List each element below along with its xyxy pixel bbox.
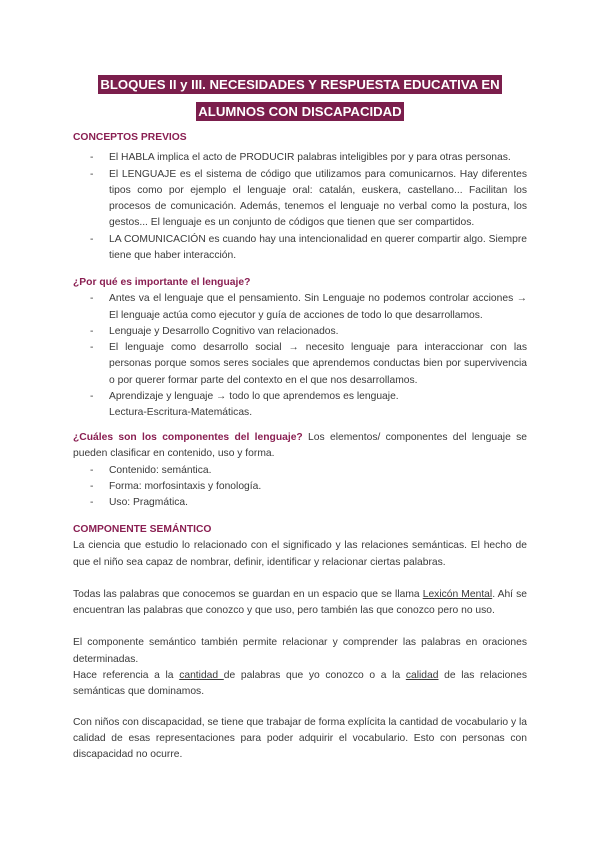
list-item: - Lenguaje y Desarrollo Cognitivo van relacionados. (73, 324, 527, 340)
intro-text: Los elementos/ componentes del lenguaje se pueden clasificar en contenido, uso y forma. (73, 432, 528, 460)
list-item: - El lenguaje como desarrollo social → necesito lenguaje para interaccionar con las personas porque somos seres sociales que aprendemos conductas bien por supervivencia o por querer formar parte del contexto en el que nos desarrollamos. (73, 340, 527, 389)
section-heading: ¿Cuáles son los componentes del lenguaje? (73, 432, 303, 443)
list-item: - El HABLA implica el acto de PRODUCIR palabras inteligibles por y para otras personas. (73, 150, 527, 166)
paragraph: Con niños con discapacidad, se tiene que trabajar de forma explícita la cantidad de vocabulario y la calidad de esas representaciones para poder adquirir el vocabulario. Esto con personas con discapacidad no ocurre. (73, 716, 527, 761)
paragraph: Hace referencia a la cantidad de palabras que yo conozco o a la calidad de las relaciones semánticas que dominamos. (73, 670, 527, 698)
list-item: - Uso: Pragmática. (73, 495, 527, 511)
section-heading: ¿Por qué es importante el lenguaje? (73, 277, 251, 288)
list-item: - El LENGUAJE es el sistema de código que utilizamos para comunicarnos. Hay diferentes tipos como por ejemplo el lenguaje oral: catalán, euskera, castellano... Facilitan los procesos de comunicación. Además, tenemos el lenguaje no verbal como la postura, los gestos... El lenguaje es un conjunto de códigos que tienen que ser compartidos. (73, 167, 527, 232)
list-item: - Forma: morfosintaxis y fonología. (73, 479, 527, 495)
list-item: - Contenido: semántica. (73, 463, 527, 479)
list-item-continuation: Lectura-Escritura-Matemáticas. (109, 407, 253, 419)
paragraph: La ciencia que estudio lo relacionado con el significado y las relaciones semánticas. El hecho de que el niño sea capaz de nombrar, definir, identificar y relacionar ciertas palabras. (73, 540, 527, 568)
underlined-term: calidad (405, 670, 439, 682)
section-importancia (73, 275, 527, 422)
list-item: - LA COMUNICACIÓN es cuando hay una intencionalidad en querer compartir algo. Siempre tiene que haber interacción. (73, 232, 527, 265)
section-heading: COMPONENTE SEMÁNTICO (73, 524, 212, 535)
section-conceptos (73, 130, 527, 264)
section-componentes (73, 430, 527, 511)
list-item: - Aprendizaje y lenguaje → todo lo que aprendemos es lenguaje. (73, 389, 527, 405)
section-heading: CONCEPTOS PREVIOS (73, 132, 187, 143)
underlined-term: cantidad (179, 670, 224, 682)
paragraph: El componente semántico también permite relacionar y comprender las palabras en oraciones determinadas. (73, 637, 527, 665)
underlined-term: Lexicón Mental (422, 588, 493, 600)
list-item: - Antes va el lenguaje que el pensamiento. Sin Lenguaje no podemos controlar acciones → El lenguaje actúa como ejecutor y guía de acciones de todo lo que desarrollamos. (73, 291, 527, 324)
section-semantico (73, 522, 527, 764)
title-line-2: ALUMNOS CON DISCAPACIDAD (198, 104, 402, 119)
title-line-1: BLOQUES II y III. NECESIDADES Y RESPUESTA EDUCATIVA EN (100, 77, 500, 92)
paragraph: Todas las palabras que conocemos se guardan en un espacio que se llama Lexicón Mental. Ahí se encuentran las palabras que conozco y que uso, pero también las que conozco pero no uso. (73, 588, 527, 617)
